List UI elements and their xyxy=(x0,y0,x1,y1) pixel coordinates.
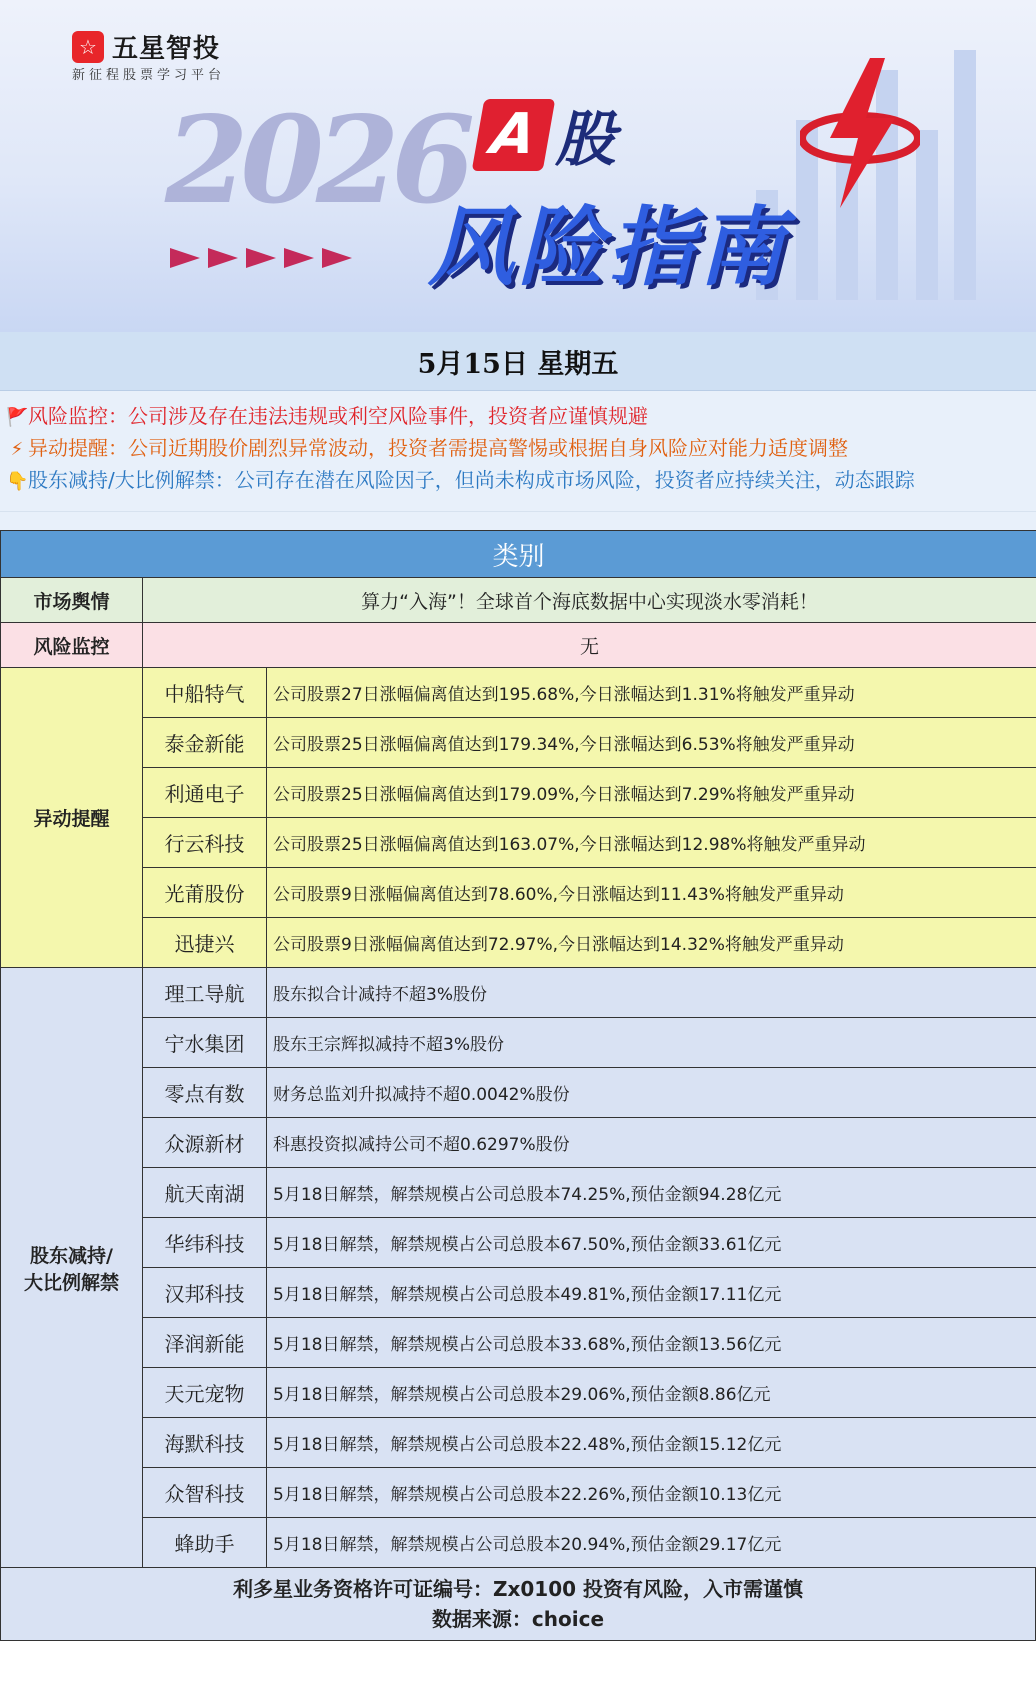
stock-name: 航天南湖 xyxy=(143,1168,267,1218)
table-row xyxy=(1,1268,1036,1318)
stock-name: 汉邦科技 xyxy=(143,1268,267,1318)
hand-icon: 👇 xyxy=(6,471,29,492)
table-row xyxy=(1,1218,1036,1268)
stock-desc: 公司股票9日涨幅偏离值达到78.60%,今日涨幅达到11.43%将触发严重异动 xyxy=(267,868,1036,918)
star-logo-icon: ☆ xyxy=(72,31,104,63)
a-share-badge xyxy=(478,92,615,178)
year-title: 2026 xyxy=(165,90,467,231)
table-row xyxy=(1,578,1036,623)
stock-desc: 5月18日解禁，解禁规模占公司总股本29.06%,预估金额8.86亿元 xyxy=(267,1368,1036,1418)
table-row xyxy=(1,968,1036,1018)
stock-name: 天元宠物 xyxy=(143,1368,267,1418)
lightning-icon: ⚡ xyxy=(10,439,24,460)
stock-name: 宁水集团 xyxy=(143,1018,267,1068)
table-row xyxy=(1,1418,1036,1468)
stock-desc: 5月18日解禁，解禁规模占公司总股本74.25%,预估金额94.28亿元 xyxy=(267,1168,1036,1218)
risk-table xyxy=(0,530,1036,1568)
category-market: 市场舆情 xyxy=(1,578,143,623)
table-row xyxy=(1,868,1036,918)
stock-name: 利通电子 xyxy=(143,768,267,818)
stock-name: 众智科技 xyxy=(143,1468,267,1518)
category-abnormal-move: 异动提醒 xyxy=(1,668,143,968)
table-row xyxy=(1,1118,1036,1168)
stock-desc: 财务总监刘升拟减持不超0.0042%股份 xyxy=(267,1068,1036,1118)
legend-holder-reduction: 👇股东减持/大比例解禁：公司存在潜在风险因子，但尚未构成市场风险，投资者应持续关注，动态跟踪 xyxy=(6,465,1032,497)
stock-desc: 公司股票25日涨幅偏离值达到163.07%,今日涨幅达到12.98%将触发严重异动 xyxy=(267,818,1036,868)
table-row xyxy=(1,918,1036,968)
table-header: 类别 xyxy=(1,531,1036,578)
data-source: 数据来源：choice xyxy=(431,1607,605,1631)
arrow-icon xyxy=(170,248,360,272)
table-row xyxy=(1,1068,1036,1118)
stock-desc: 公司股票27日涨幅偏离值达到195.68%,今日涨幅达到1.31%将触发严重异动 xyxy=(267,668,1036,718)
brand-logo xyxy=(72,28,220,65)
table-row xyxy=(1,818,1036,868)
banner-title: 风险指南 xyxy=(428,198,788,298)
stock-name: 中船特气 xyxy=(143,668,267,718)
stock-name: 众源新材 xyxy=(143,1118,267,1168)
stock-name: 零点有数 xyxy=(143,1068,267,1118)
risk-value: 无 xyxy=(143,623,1036,668)
stock-desc: 5月18日解禁，解禁规模占公司总股本22.26%,预估金额10.13亿元 xyxy=(267,1468,1036,1518)
brand-name: 五星智投 xyxy=(112,34,221,64)
stock-desc: 公司股票9日涨幅偏离值达到72.97%,今日涨幅达到14.32%将触发严重异动 xyxy=(267,918,1036,968)
stock-desc: 公司股票25日涨幅偏离值达到179.34%,今日涨幅达到6.53%将触发严重异动 xyxy=(267,718,1036,768)
brand-tagline: 新征程股票学习平台 xyxy=(72,68,226,83)
table-row xyxy=(1,668,1036,718)
stock-desc: 公司股票25日涨幅偏离值达到179.09%,今日涨幅达到7.29%将触发严重异动 xyxy=(267,768,1036,818)
legend-abnormal-move: ⚡ 异动提醒：公司近期股价剧烈异常波动，投资者需提高警惕或根据自身风险应对能力适度调整 xyxy=(6,433,1032,465)
stock-desc: 5月18日解禁，解禁规模占公司总股本33.68%,预估金额13.56亿元 xyxy=(267,1318,1036,1368)
table-row xyxy=(1,1168,1036,1218)
category-holder-reduction: 股东减持/ 大比例解禁 xyxy=(1,968,143,1568)
stock-name: 理工导航 xyxy=(143,968,267,1018)
stock-desc: 股东王宗辉拟减持不超3%股份 xyxy=(267,1018,1036,1068)
stock-desc: 5月18日解禁，解禁规模占公司总股本67.50%,预估金额33.61亿元 xyxy=(267,1218,1036,1268)
category-risk: 风险监控 xyxy=(1,623,143,668)
stock-name: 泽润新能 xyxy=(143,1318,267,1368)
legend-risk-monitor: 🚩风险监控：公司涉及存在违法违规或利空风险事件，投资者应谨慎规避 xyxy=(6,401,1032,433)
stock-name: 蜂助手 xyxy=(143,1518,267,1568)
lightning-bolt-icon xyxy=(800,58,920,208)
stock-desc: 股东拟合计减持不超3%股份 xyxy=(267,968,1036,1018)
stock-desc: 5月18日解禁，解禁规模占公司总股本49.81%,预估金额17.11亿元 xyxy=(267,1268,1036,1318)
footer xyxy=(0,1568,1036,1641)
stock-desc: 5月18日解禁，解禁规模占公司总股本20.94%,预估金额29.17亿元 xyxy=(267,1518,1036,1568)
table-row xyxy=(1,1318,1036,1368)
banner xyxy=(0,0,1036,332)
table-row xyxy=(1,718,1036,768)
stock-desc: 5月18日解禁，解禁规模占公司总股本22.48%,预估金额15.12亿元 xyxy=(267,1418,1036,1468)
a-letter: A xyxy=(472,99,556,171)
stock-desc: 科惠投资拟减持公司不超0.6297%股份 xyxy=(267,1118,1036,1168)
table-row xyxy=(1,1518,1036,1568)
stock-name: 迅捷兴 xyxy=(143,918,267,968)
stock-name: 光莆股份 xyxy=(143,868,267,918)
license-text: 利多星业务资格许可证编号：Zx0100 投资有风险，入市需谨慎 xyxy=(232,1577,804,1601)
table-row xyxy=(1,1018,1036,1068)
stock-name: 行云科技 xyxy=(143,818,267,868)
table-row xyxy=(1,623,1036,668)
legend xyxy=(0,391,1036,511)
market-news: 算力“入海”！全球首个海底数据中心实现淡水零消耗！ xyxy=(143,578,1036,623)
stock-name: 泰金新能 xyxy=(143,718,267,768)
divider xyxy=(0,511,1036,530)
flag-icon: 🚩 xyxy=(6,407,29,428)
table-row xyxy=(1,768,1036,818)
date-heading: 5月15日 星期五 xyxy=(0,332,1036,391)
share-text: 股 xyxy=(555,105,616,175)
table-row xyxy=(1,1368,1036,1418)
stock-name: 海默科技 xyxy=(143,1418,267,1468)
table-row xyxy=(1,1468,1036,1518)
stock-name: 华纬科技 xyxy=(143,1218,267,1268)
